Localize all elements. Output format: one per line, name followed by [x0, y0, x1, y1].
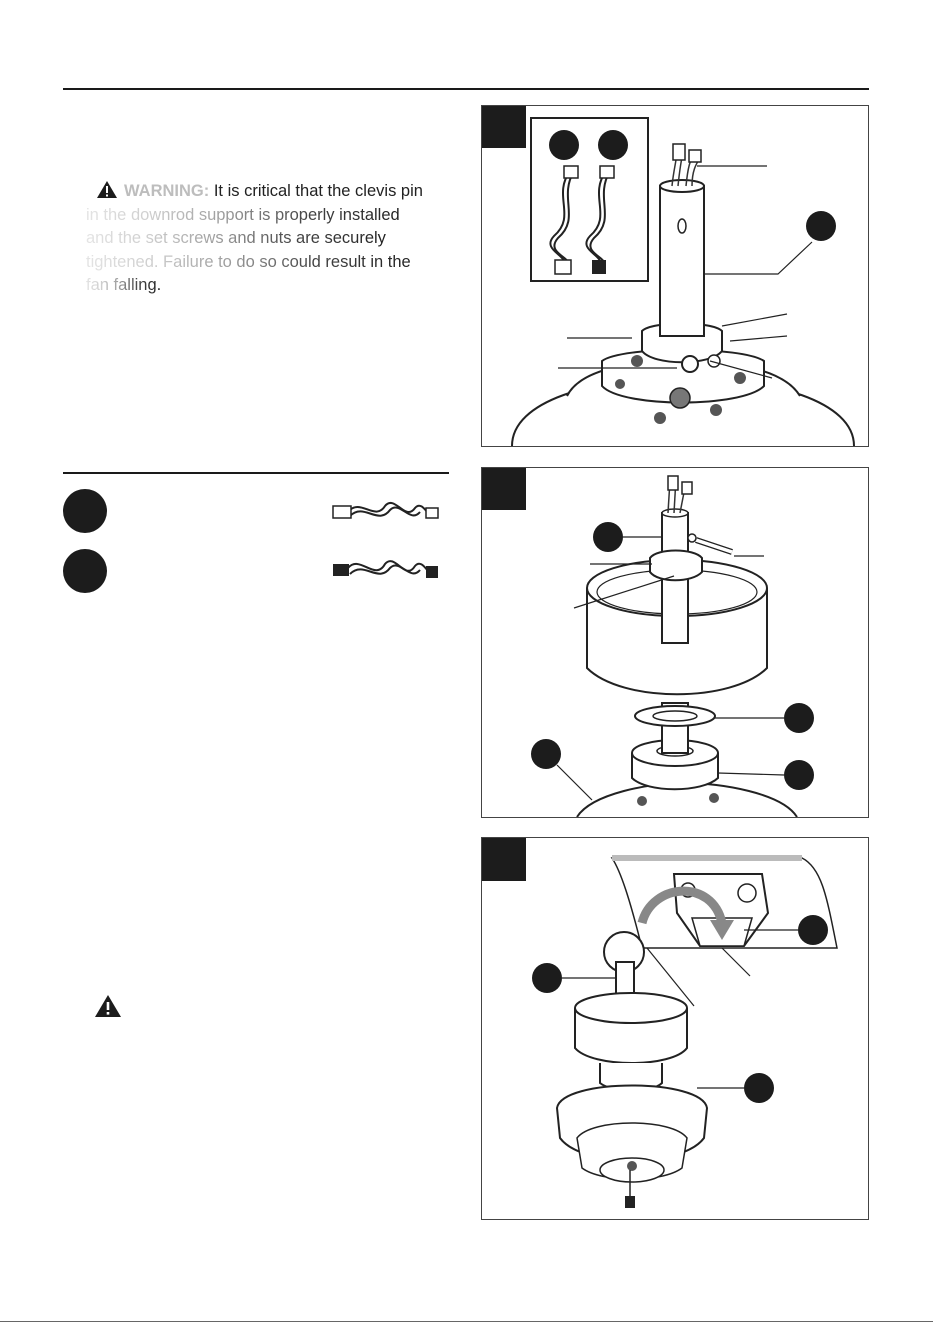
warning-triangle-icon [96, 180, 118, 199]
warning-text-4: tightened. Failure to do so could result in the [86, 252, 411, 271]
warning-text-5: fan falling. [86, 276, 162, 294]
figure-panel-1 [481, 105, 869, 447]
section-rule [63, 472, 449, 474]
canopy-assembly-illustration [482, 468, 868, 817]
part-marker-circle-icon [63, 489, 107, 533]
warning-text-2: in the downrod support is properly installed [86, 205, 400, 224]
warning-triangle-icon [94, 994, 122, 1018]
warning-line-1 [96, 180, 456, 204]
warning-line-3 [86, 227, 456, 251]
header-rule [63, 88, 869, 90]
figure-panel-3 [481, 837, 869, 1220]
warning-text-1: It is critical that the clevis pin [213, 182, 423, 200]
figure-panel-2 [481, 467, 869, 818]
footer-rule [0, 1321, 933, 1322]
warning-line-5 [86, 274, 456, 298]
downrod-support-illustration [482, 106, 868, 446]
warning-text-3: and the set screws and nuts are securely [86, 229, 386, 247]
wire-harness-a-illustration [330, 492, 442, 530]
wire-harness-b-illustration [330, 552, 442, 590]
part-marker-circle-icon [63, 549, 107, 593]
warning-label: WARNING: [124, 182, 210, 200]
warning-block [86, 180, 456, 298]
warning-line-2 [86, 204, 456, 228]
hanging-fan-illustration [482, 838, 868, 1219]
warning-line-4 [86, 251, 456, 275]
